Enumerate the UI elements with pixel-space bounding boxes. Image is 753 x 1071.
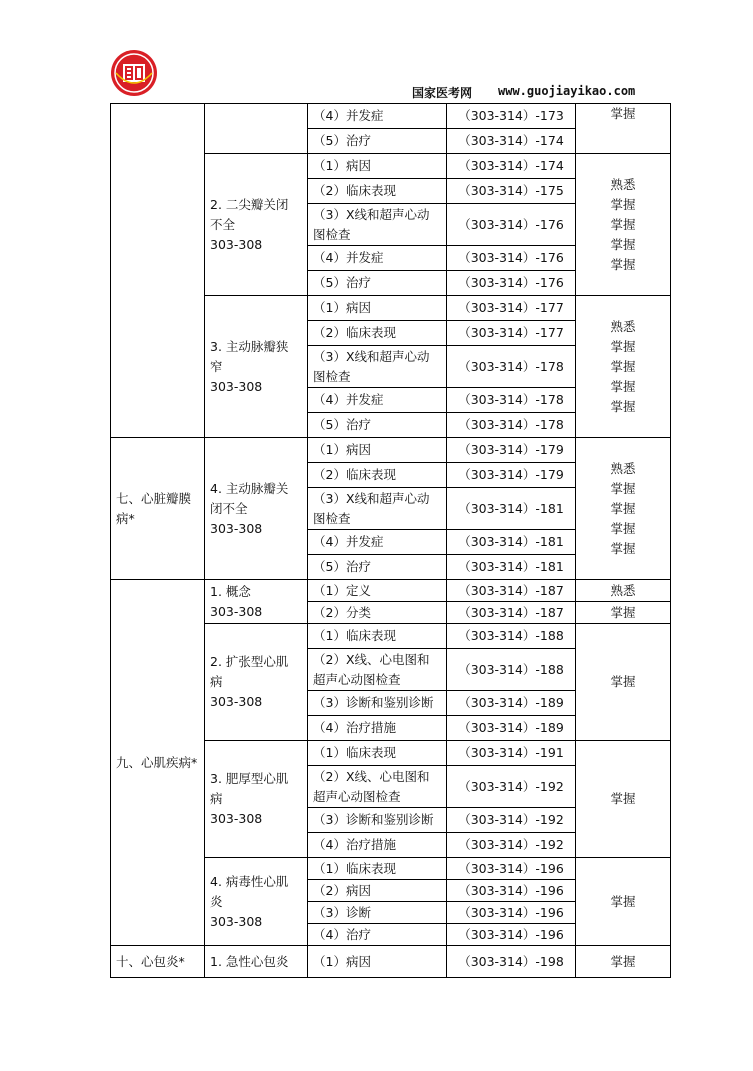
reference-cell: （303-314）-196 xyxy=(447,902,576,924)
reference-cell: （303-314）-192 xyxy=(447,766,576,808)
topic-line: 303-308 xyxy=(210,913,263,929)
item-cell: （2）X线、心电图和超声心动图检查 xyxy=(308,766,447,808)
item-cell: （4）并发症 xyxy=(308,530,447,555)
requirement-line: 掌握 xyxy=(610,500,636,516)
item-cell: （1）定义 xyxy=(308,580,447,602)
site-name: 国家医考网 xyxy=(412,86,473,100)
requirement-cell: 掌握 xyxy=(576,602,671,624)
item-cell: （1）临床表现 xyxy=(308,858,447,880)
topic-line: 2. 扩张型心肌 xyxy=(210,654,289,669)
requirement-cell xyxy=(576,858,671,946)
unit-cell: 九、心肌疾病* xyxy=(111,580,205,946)
item-cell: （3）X线和超声心动图检查 xyxy=(308,488,447,530)
item-cell: （4）治疗 xyxy=(308,924,447,946)
table-row xyxy=(111,438,671,463)
requirement-cell xyxy=(576,946,671,978)
requirement-cell xyxy=(576,296,671,438)
item-cell: （2）临床表现 xyxy=(308,179,447,204)
topic-line: 4. 主动脉瓣关 xyxy=(210,480,289,496)
topic-cell xyxy=(205,580,308,624)
reference-cell: （303-314）-179 xyxy=(447,463,576,488)
topic-line: 1. 急性心包炎 xyxy=(210,953,289,969)
topic-line: 303-308 xyxy=(210,520,263,536)
requirement-line: 掌握 xyxy=(610,106,636,121)
item-cell: （2）X线、心电图和超声心动图检查 xyxy=(308,649,447,691)
topic-cell xyxy=(205,296,308,438)
item-cell: （5）治疗 xyxy=(308,271,447,296)
table-row xyxy=(111,946,671,978)
requirement-line: 掌握 xyxy=(610,398,636,414)
topic-line: 病 xyxy=(210,791,223,806)
requirement-line: 掌握 xyxy=(610,791,636,806)
topic-line: 3. 主动脉瓣狭 xyxy=(210,338,289,354)
item-cell: （1）病因 xyxy=(308,438,447,463)
reference-cell: （303-314）-173 xyxy=(447,104,576,129)
reference-cell: （303-314）-179 xyxy=(447,438,576,463)
requirement-cell xyxy=(576,624,671,741)
reference-cell: （303-314）-174 xyxy=(447,129,576,154)
reference-cell: （303-314）-177 xyxy=(447,296,576,321)
requirement-line: 掌握 xyxy=(610,480,636,496)
topic-line: 病 xyxy=(210,674,223,689)
requirement-cell xyxy=(576,438,671,580)
requirement-line: 掌握 xyxy=(610,540,636,556)
reference-cell: （303-314）-198 xyxy=(447,946,576,978)
item-cell: （5）治疗 xyxy=(308,129,447,154)
requirement-line: 熟悉 xyxy=(610,460,636,476)
requirement-line: 掌握 xyxy=(610,378,636,394)
topic-line: 2. 二尖瓣关闭 xyxy=(210,196,289,212)
reference-cell: （303-314）-181 xyxy=(447,488,576,530)
reference-cell: （303-314）-181 xyxy=(447,530,576,555)
reference-cell: （303-314）-188 xyxy=(447,624,576,649)
requirement-line: 熟悉 xyxy=(610,176,636,192)
item-cell: （3）X线和超声心动图检查 xyxy=(308,204,447,246)
requirement-line: 掌握 xyxy=(610,520,636,536)
topic-line: 303-308 xyxy=(210,236,263,252)
requirement-line: 掌握 xyxy=(610,216,636,232)
reference-cell: （303-314）-178 xyxy=(447,346,576,388)
unit-cell xyxy=(111,104,205,438)
reference-cell: （303-314）-196 xyxy=(447,858,576,880)
requirement-cell xyxy=(576,741,671,858)
requirement-line: 掌握 xyxy=(610,236,636,252)
topic-line: 303-308 xyxy=(210,603,263,619)
reference-cell: （303-314）-189 xyxy=(447,691,576,716)
reference-cell: （303-314）-178 xyxy=(447,413,576,438)
reference-cell: （303-314）-188 xyxy=(447,649,576,691)
reference-cell: （303-314）-176 xyxy=(447,204,576,246)
item-cell: （1）病因 xyxy=(308,946,447,978)
item-cell: （1）临床表现 xyxy=(308,624,447,649)
topic-line: 3. 肥厚型心肌 xyxy=(210,771,289,786)
topic-cell xyxy=(205,741,308,858)
reference-cell: （303-314）-181 xyxy=(447,555,576,580)
requirement-line: 掌握 xyxy=(610,953,636,969)
topic-cell xyxy=(205,624,308,741)
requirement-cell xyxy=(576,104,671,154)
reference-cell: （303-314）-192 xyxy=(447,808,576,833)
item-cell: （5）治疗 xyxy=(308,413,447,438)
topic-line: 窄 xyxy=(210,358,223,374)
requirement-line: 掌握 xyxy=(610,256,636,272)
item-cell: （2）临床表现 xyxy=(308,463,447,488)
topic-line: 1. 概念 xyxy=(210,583,251,599)
reference-cell: （303-314）-187 xyxy=(447,602,576,624)
topic-line: 303-308 xyxy=(210,811,263,826)
item-cell: （3）诊断和鉴别诊断 xyxy=(308,808,447,833)
reference-cell: （303-314）-174 xyxy=(447,154,576,179)
reference-cell: （303-314）-177 xyxy=(447,321,576,346)
table-row xyxy=(111,580,671,602)
item-cell: （3）诊断和鉴别诊断 xyxy=(308,691,447,716)
item-cell: （2）临床表现 xyxy=(308,321,447,346)
topic-line: 303-308 xyxy=(210,694,263,709)
reference-cell: （303-314）-176 xyxy=(447,271,576,296)
item-cell: （4）并发症 xyxy=(308,246,447,271)
requirement-line: 掌握 xyxy=(610,358,636,374)
reference-cell: （303-314）-196 xyxy=(447,880,576,902)
topic-cell xyxy=(205,154,308,296)
reference-cell: （303-314）-175 xyxy=(447,179,576,204)
site-url[interactable]: www.guojiayikao.com xyxy=(498,84,636,98)
item-cell: （3）诊断 xyxy=(308,902,447,924)
reference-cell: （303-314）-187 xyxy=(447,580,576,602)
topic-cell xyxy=(205,104,308,154)
reference-cell: （303-314）-196 xyxy=(447,924,576,946)
reference-cell: （303-314）-178 xyxy=(447,388,576,413)
item-cell: （2）病因 xyxy=(308,880,447,902)
topic-line: 闭不全 xyxy=(210,500,248,516)
topic-cell xyxy=(205,858,308,946)
item-cell: （4）并发症 xyxy=(308,104,447,129)
reference-cell: （303-314）-176 xyxy=(447,246,576,271)
requirement-line: 掌握 xyxy=(610,893,636,909)
reference-cell: （303-314）-189 xyxy=(447,716,576,741)
unit-cell: 十、心包炎* xyxy=(111,946,205,978)
reference-cell: （303-314）-192 xyxy=(447,833,576,858)
topic-line: 不全 xyxy=(210,216,236,232)
requirement-line: 掌握 xyxy=(610,196,636,212)
requirement-line: 掌握 xyxy=(610,338,636,354)
topic-cell xyxy=(205,438,308,580)
unit-cell: 七、心脏瓣膜病* xyxy=(111,438,205,580)
syllabus-table xyxy=(110,103,671,978)
requirement-cell: 熟悉 xyxy=(576,580,671,602)
item-cell: （1）临床表现 xyxy=(308,741,447,766)
topic-line: 炎 xyxy=(210,893,223,909)
requirement-cell xyxy=(576,154,671,296)
topic-cell xyxy=(205,946,308,978)
item-cell: （1）病因 xyxy=(308,154,447,179)
item-cell: （4）并发症 xyxy=(308,388,447,413)
topic-line: 4. 病毒性心肌 xyxy=(210,873,289,889)
item-cell: （4）治疗措施 xyxy=(308,833,447,858)
item-cell: （3）X线和超声心动图检查 xyxy=(308,346,447,388)
reference-cell: （303-314）-191 xyxy=(447,741,576,766)
item-cell: （2）分类 xyxy=(308,602,447,624)
item-cell: （1）病因 xyxy=(308,296,447,321)
topic-line: 303-308 xyxy=(210,378,263,394)
item-cell: （4）治疗措施 xyxy=(308,716,447,741)
requirement-line: 掌握 xyxy=(610,674,636,689)
item-cell: （5）治疗 xyxy=(308,555,447,580)
site-logo xyxy=(110,49,158,97)
table-row xyxy=(111,104,671,129)
requirement-line: 熟悉 xyxy=(610,318,636,334)
